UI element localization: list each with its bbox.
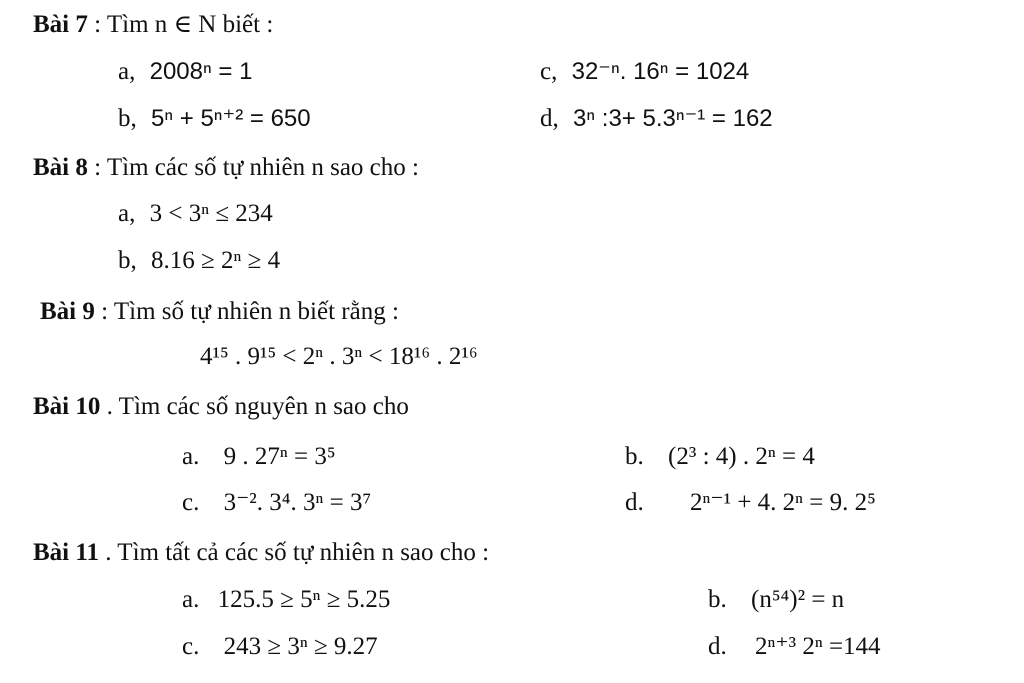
bai7-heading [33, 12, 273, 37]
bai11-item-b [708, 587, 844, 612]
bai10-heading [33, 394, 409, 419]
bai7-title: : Tìm n ∈ N biết : [94, 11, 274, 38]
bai7-c-label: c, [540, 58, 558, 85]
bai10-a-expr: 9 . 27ⁿ = 3⁵ [223, 443, 336, 470]
bai7-b-label: b, [118, 105, 137, 132]
bai7-b-expr: 5ⁿ + 5ⁿ⁺² = 650 [151, 105, 311, 132]
bai10-b-expr: (2³ : 4) . 2ⁿ = 4 [668, 443, 815, 470]
bai7-item-d [540, 106, 773, 131]
bai10-d-expr: 2ⁿ⁻¹ + 4. 2ⁿ = 9. 2⁵ [690, 489, 876, 516]
bai11-item-a [182, 587, 390, 612]
bai11-item-d [708, 634, 881, 659]
bai8-item-b [118, 248, 280, 273]
bai10-item-c [182, 490, 371, 515]
bai8-b-expr: 8.16 ≥ 2ⁿ ≥ 4 [151, 247, 281, 274]
bai8-a-label: a, [118, 200, 136, 227]
bai9-number: Bài 9 [40, 298, 95, 325]
bai7-number: Bài 7 [33, 11, 88, 38]
bai8-a-expr: 3 < 3ⁿ ≤ 234 [149, 200, 273, 227]
bai10-item-b [625, 444, 815, 469]
bai7-item-c [540, 59, 749, 84]
bai9-expression [200, 344, 478, 369]
bai10-c-label: c. [182, 489, 200, 516]
bai7-item-a [118, 59, 252, 84]
bai11-c-label: c. [182, 633, 200, 660]
bai7-a-label: a, [118, 58, 136, 85]
bai7-d-label: d, [540, 105, 559, 132]
bai11-number: Bài 11 [33, 539, 99, 566]
bai10-b-label: b. [625, 443, 644, 470]
bai10-d-label: d. [625, 489, 644, 516]
bai8-item-a [118, 201, 273, 226]
bai10-number: Bài 10 [33, 393, 101, 420]
bai7-a-expr: 2008ⁿ = 1 [149, 58, 253, 85]
bai10-c-expr: 3⁻². 3⁴. 3ⁿ = 3⁷ [223, 489, 372, 516]
bai7-c-expr: 32⁻ⁿ. 16ⁿ = 1024 [571, 58, 750, 85]
bai8-number: Bài 8 [33, 154, 88, 181]
bai9-expr: 4¹⁵ . 9¹⁵ < 2ⁿ . 3ⁿ < 18¹⁶ . 2¹⁶ [200, 343, 478, 370]
bai8-b-label: b, [118, 247, 137, 274]
bai11-a-label: a. [182, 586, 200, 613]
bai11-c-expr: 243 ≥ 3ⁿ ≥ 9.27 [223, 633, 378, 660]
bai11-d-expr: 2ⁿ⁺³ 2ⁿ =144 [755, 633, 881, 660]
bai11-d-label: d. [708, 633, 727, 660]
bai7-item-b [118, 106, 311, 131]
bai11-b-expr: (n⁵⁴)² = n [751, 586, 845, 613]
bai9-heading [40, 299, 399, 324]
bai10-item-d [625, 490, 876, 515]
bai10-a-label: a. [182, 443, 200, 470]
bai11-title: . Tìm tất cả các số tự nhiên n sao cho : [105, 539, 490, 566]
bai11-heading [33, 540, 489, 565]
bai7-d-expr: 3ⁿ :3+ 5.3ⁿ⁻¹ = 162 [573, 105, 773, 132]
bai11-a-expr: 125.5 ≥ 5ⁿ ≥ 5.25 [217, 586, 391, 613]
bai9-title: : Tìm số tự nhiên n biết rằng : [101, 298, 399, 325]
bai8-title: : Tìm các số tự nhiên n sao cho : [94, 154, 419, 181]
bai10-item-a [182, 444, 336, 469]
bai11-b-label: b. [708, 586, 727, 613]
bai11-item-c [182, 634, 378, 659]
bai10-title: . Tìm các số nguyên n sao cho [106, 393, 409, 420]
bai8-heading [33, 155, 419, 180]
